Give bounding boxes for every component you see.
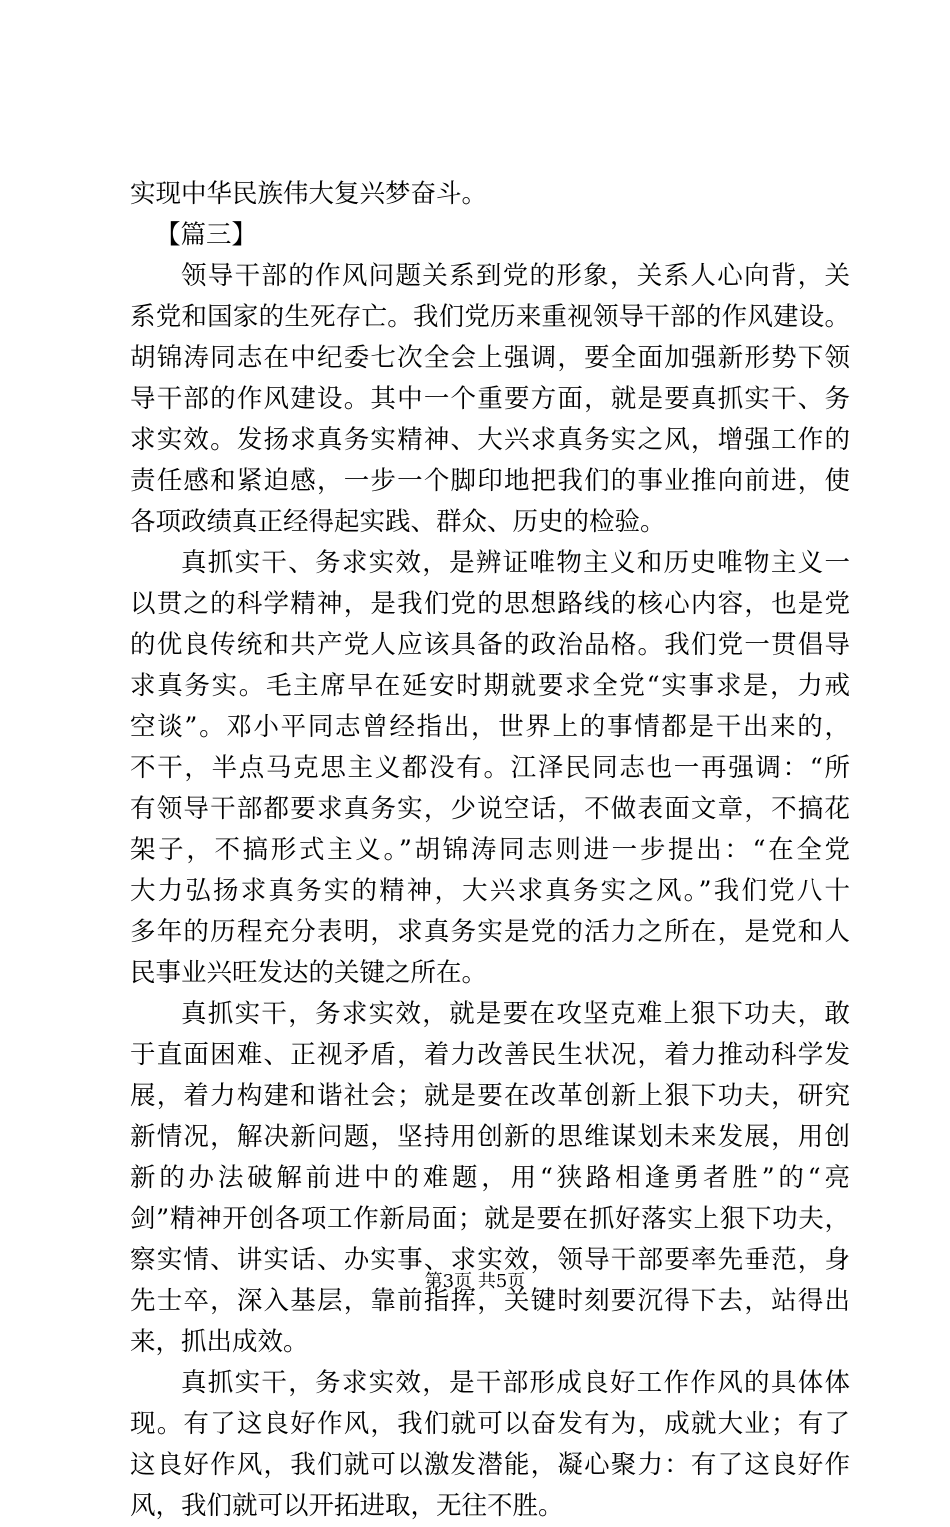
text-line: 导干部的作风建设。其中一个重要方面，就是要真抓实干、务 xyxy=(130,384,850,414)
text-line: 真抓实干，务求实效，是干部形成良好工作作风的具体体 xyxy=(181,1368,850,1398)
text-line: 各项政绩真正经得起实践、群众、历史的检验。 xyxy=(130,507,666,537)
text-line: 大力弘扬求真务实的精神，大兴求真务实之风。”我们党八十 xyxy=(130,876,850,906)
text-line: 新情况，解决新问题，坚持用创新的思维谋划未来发展，用创 xyxy=(130,1122,850,1152)
text-line: 领导干部的作风问题关系到党的形象，关系人心向背，关 xyxy=(181,261,850,291)
text-line: 架子，不搞形式主义。”胡锦涛同志则进一步提出：“在全党 xyxy=(130,835,850,865)
text-line: 胡锦涛同志在中纪委七次全会上强调，要全面加强新形势下领 xyxy=(130,343,850,373)
text-line: 的优良传统和共产党人应该具备的政治品格。我们党一贯倡导 xyxy=(130,630,850,660)
text-line: 于直面困难、正视矛盾，着力改善民生状况，着力推动科学发 xyxy=(130,1040,850,1070)
text-line: 求真务实。毛主席早在延安时期就要求全党“实事求是，力戒 xyxy=(130,671,850,701)
page-number-footer: 第3页 共5页 xyxy=(424,1271,526,1292)
body-text xyxy=(130,174,850,1527)
text-line: 剑”精神开创各项工作新局面；就是要在抓好落实上狠下功夫， xyxy=(130,1204,850,1234)
text-line: 实现中华民族伟大复兴梦奋斗。 xyxy=(130,179,488,209)
text-line: 民事业兴旺发达的关键之所在。 xyxy=(130,958,488,988)
text-line: 来，抓出成效。 xyxy=(130,1327,309,1357)
text-line: 察实情、讲实话、办实事、求实效，领导干部要率先垂范，身 xyxy=(130,1245,850,1275)
text-line: 这良好作风，我们就可以激发潜能，凝心聚力：有了这良好作 xyxy=(130,1450,850,1480)
text-line: 空谈”。邓小平同志曾经指出，世界上的事情都是干出来的， xyxy=(130,712,850,742)
text-line: 展，着力构建和谐社会；就是要在改革创新上狠下功夫，研究 xyxy=(130,1081,850,1111)
text-line: 求实效。发扬求真务实精神、大兴求真务实之风，增强工作的 xyxy=(130,425,850,455)
text-line: 系党和国家的生死存亡。我们党历来重视领导干部的作风建设。 xyxy=(130,302,850,332)
text-line: 以贯之的科学精神，是我们党的思想路线的核心内容，也是党 xyxy=(130,589,850,619)
text-line: 风，我们就可以开拓进取，无往不胜。 xyxy=(130,1491,564,1521)
text-line: 有领导干部都要求真务实，少说空话，不做表面文章，不搞花 xyxy=(130,794,850,824)
text-line: 新的办法破解前进中的难题，用“狭路相逢勇者胜”的“亮 xyxy=(130,1163,850,1193)
text-line: 现。有了这良好作风，我们就可以奋发有为，成就大业；有了 xyxy=(130,1409,850,1439)
text-line: 责任感和紧迫感，一步一个脚印地把我们的事业推向前进，使 xyxy=(130,466,850,496)
section-heading: 【篇三】 xyxy=(155,220,258,250)
text-line: 先士卒，深入基层，靠前指挥，关键时刻要沉得下去，站得出 xyxy=(130,1286,850,1316)
text-line: 真抓实干，务求实效，就是要在攻坚克难上狠下功夫，敢 xyxy=(181,999,850,1029)
text-line: 真抓实干、务求实效，是辨证唯物主义和历史唯物主义一 xyxy=(181,548,850,578)
text-line: 多年的历程充分表明，求真务实是党的活力之所在，是党和人 xyxy=(130,917,850,947)
text-line: 不干，半点马克思主义都没有。江泽民同志也一再强调：“所 xyxy=(130,753,850,783)
